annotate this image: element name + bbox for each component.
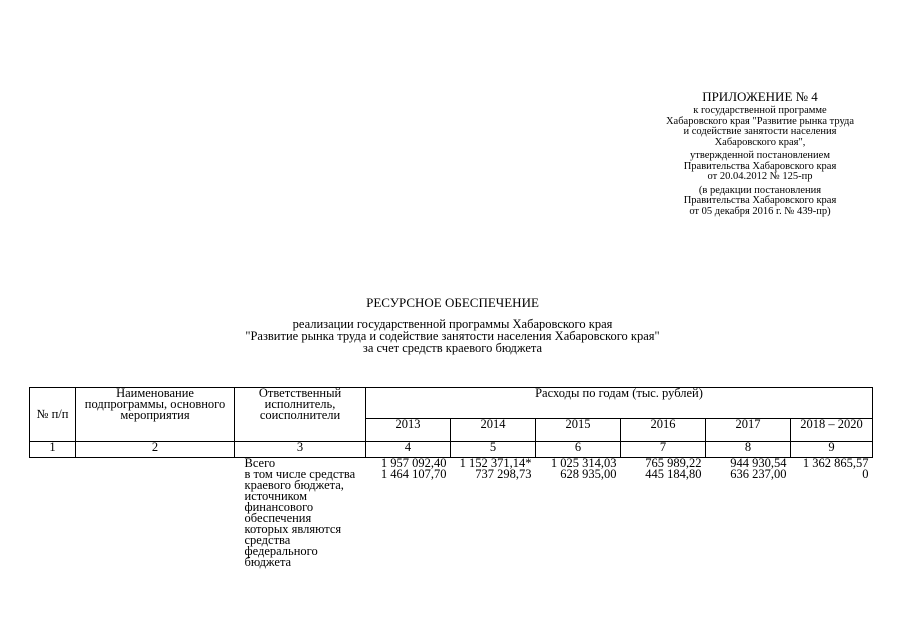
edition-line: (в редакции постановления: [698, 184, 822, 196]
appendix-line: Хабаровского края",: [714, 136, 806, 148]
column-number: 3: [235, 442, 366, 458]
value-cell: 765 989,22: [645, 456, 702, 470]
column-number: 2: [76, 442, 235, 458]
value-cell: 944 930,54: [730, 456, 787, 470]
header-responsible: Ответственный исполнитель, соисполнители: [235, 388, 366, 442]
approved-line: Правительства Хабаровского края: [683, 160, 837, 172]
table-row: [30, 469, 873, 568]
year-cell: 2015: [536, 419, 621, 442]
column-number: 4: [366, 442, 451, 458]
approved-line: утвержденной постановлением: [690, 150, 830, 161]
row-label: [235, 469, 366, 568]
appendix-line: к государственной программе: [693, 105, 827, 116]
subtitle-line: "Развитие рынка труда и содействие занятости населения Хабаровского края": [245, 329, 660, 343]
document-title: РЕСУРСНОЕ ОБЕСПЕЧЕНИЕ: [366, 295, 539, 310]
value-cell: 1 464 107,70: [380, 467, 447, 481]
approved-line: от 20.04.2012 № 125-пр: [707, 171, 813, 182]
edition-line: от 05 декабря 2016 г. № 439-пр): [689, 205, 831, 217]
value-cell: 0: [862, 467, 869, 481]
subtitle-line: за счет средств краевого бюджета: [362, 341, 543, 355]
row-label-text: в том числе средства краевого бюджета, источником финансового обеспечения которых являются средства федерального бюджета: [244, 467, 356, 569]
value-cell: 636 237,00: [730, 467, 787, 481]
column-number: 1: [30, 442, 76, 458]
value-cell: 1 025 314,03: [550, 456, 617, 470]
year-cell: 2016: [621, 419, 706, 442]
year-cell: 2017: [706, 419, 791, 442]
year-cell: 2014: [451, 419, 536, 442]
year-cell: 2018 – 2020: [791, 419, 873, 442]
column-number: 5: [451, 442, 536, 458]
value-cell: 1 362 865,57: [802, 456, 869, 470]
value-cell: 445 184,80: [645, 467, 702, 481]
column-number: 7: [621, 442, 706, 458]
header-name: Наименование подпрограммы, основного мероприятия: [76, 388, 235, 442]
row-label: Всего: [244, 456, 276, 470]
subtitle-line: реализации государственной программы Хабаровского края: [292, 317, 613, 331]
header-row: [30, 388, 873, 419]
year-cell: 2013: [366, 419, 451, 442]
column-number: 8: [706, 442, 791, 458]
value-cell: 628 935,00: [560, 467, 617, 481]
resource-table: [29, 387, 873, 568]
column-number: 6: [536, 442, 621, 458]
header-num: № п/п: [30, 388, 76, 442]
column-number: 9: [791, 442, 873, 458]
appendix-line: Хабаровского края "Развитие рынка труда: [665, 115, 855, 127]
value-cell: 737 298,73: [475, 467, 532, 481]
appendix-title: ПРИЛОЖЕНИЕ № 4: [702, 89, 818, 104]
value-cell: 1 152 371,14*: [459, 456, 532, 470]
edition-line: Правительства Хабаровского края: [683, 195, 837, 206]
appendix-block: [620, 90, 900, 217]
header-expenses: Расходы по годам (тыс. рублей): [366, 388, 873, 419]
appendix-line: и содействие занятости населения: [683, 126, 837, 137]
document-subtitle: [0, 318, 905, 354]
value-cell: 1 957 092,40: [380, 456, 447, 470]
